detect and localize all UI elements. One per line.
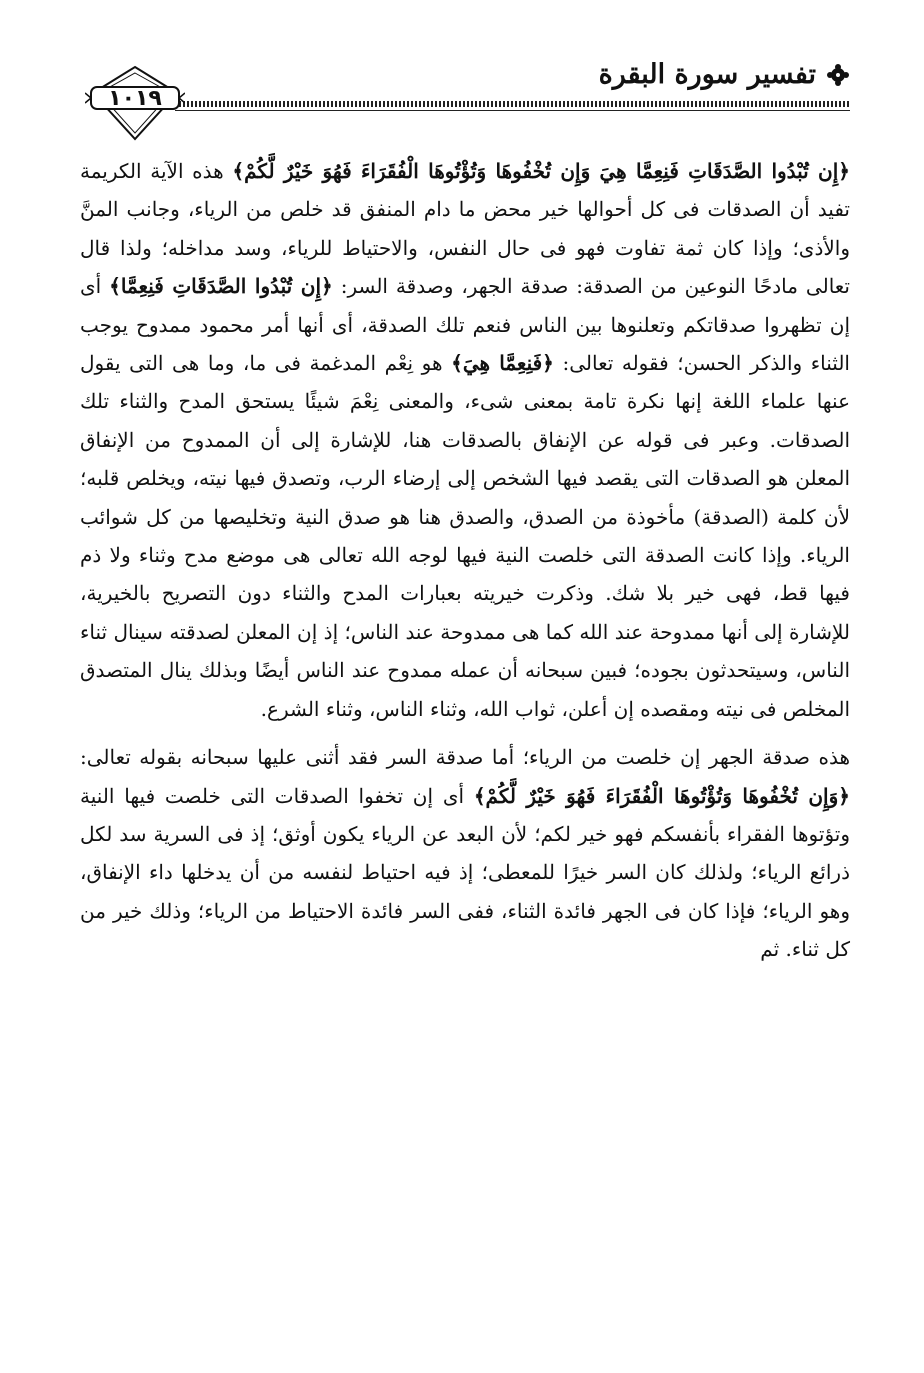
commentary-text: هو نِعْم المدغمة فى ما، وما هى التى يقول عنها علماء اللغة إنها نكرة تامة بمعنى شىء، والمعنى نِعْمَ شيئًا يستحق المدح والثناء تلك الصدقات. وعبر فى قوله عن الإنفاق بالصدقات هنا، للإشارة إلى أن الممدوح من الإنفاق المعلن هو الصدقات التى يقصد فيها الشخص إلى إرضاء الرب، وتصدق فيها نيته، ويخلص قلبه؛ لأن كلمة (الصدقة) مأخوذة من الصدق، والصدق هنا هو صدق النية وتخليصها من كل شوائب الرياء. وإذا كانت الصدقة التى خلصت النية فيها لوجه الله تعالى هى موضع مدح وثناء ولا ذم فيها قط، فهى خير بلا شك. وذكرت خيريته بعبارات المدح والثناء دون التصريح بالخيرية، للإشارة إلى أنها ممدوحة عند الله كما هى ممدوحة عند الناس؛ إذ إن المعلن لصدقته سينال ثناء الناس، وسيتحدثون بجوده؛ فبين سبحانه أن عمله ممدوح عند الناس أيضًا وبذلك ينال المتصدق المخلص فى نيته ومقصده إن أعلن، ثواب الله، وثناء الناس، وثناء الشرع.	[80, 351, 850, 721]
commentary-text: هذه صدقة الجهر إن خلصت من الرياء؛ أما صدقة السر فقد أثنى عليها سبحانه بقوله تعالى:	[80, 745, 850, 770]
quran-verse: ﴿إِن تُبْدُوا الصَّدَقَاتِ فَنِعِمَّا﴾	[109, 274, 333, 299]
page-number-badge	[85, 63, 185, 143]
commentary-text: هذه الآية الكريمة تفيد أن الصدقات فى كل أحوالها خير محض ما دام المنفق قد خلص من الرياء، وجانب المنَّ والأذى؛ وإذا كان ثمة تفاوت فهو فى حال النفس، والاحتياط للرياء، وسد مداخله؛ ولذا قال تعالى مادحًا النوعين من الصدقة: صدقة الجهر، وصدقة السر:	[80, 159, 851, 299]
tafsir-body	[80, 152, 850, 969]
running-title-block	[599, 59, 850, 90]
paragraph	[80, 152, 850, 728]
flower-ornament-icon	[826, 64, 850, 86]
commentary-text: أى إن تخفوا الصدقات التى خلصت فيها النية وتؤتوها الفقراء بأنفسكم فهو خير لكم؛ لأن البعد عن الرياء يكون أوثق؛ إذ فى السرية سد لكل ذرائع الرياء؛ ولذلك كان السر خيرًا للمعطى؛ إذ فيه احتياط لنفسه من أن يدخلها داء الإنفاق، وهو الرياء؛ فإذا كان فى الجهر فائدة الثناء، ففى السر فائدة الاحتياط من الرياء؛ وذلك خير من كل ثناء. ثم	[80, 783, 850, 962]
page-number: ١٠١٩	[108, 86, 162, 111]
header-rule-thin	[175, 110, 850, 111]
header-rule	[175, 101, 850, 107]
quran-verse: ﴿إِن تُبْدُوا الصَّدَقَاتِ فَنِعِمَّا هِيَ وَإِن تُخْفُوهَا وَتُؤْتُوهَا الْفُقَرَاءَ فَهُوَ خَيْرٌ لَّكُمْ﴾	[232, 159, 850, 183]
page-header	[60, 55, 850, 145]
paragraph	[80, 738, 850, 968]
quran-verse: ﴿وَإِن تُخْفُوهَا وَتُؤْتُوهَا الْفُقَرَاءَ فَهُوَ خَيْرٌ لَّكُمْ﴾	[473, 783, 850, 808]
commentary-text: أى إن تظهروا صدقاتكم وتعلنوها بين الناس فنعم تلك الصدقة، أى أنها أمر محمود ممدوح يوجب الثناء والذكر الحسن؛ فقوله تعالى:	[80, 274, 850, 376]
running-title: تفسير سورة البقرة	[598, 59, 816, 90]
quran-verse: ﴿فَنِعِمَّا هِيَ﴾	[451, 351, 554, 376]
